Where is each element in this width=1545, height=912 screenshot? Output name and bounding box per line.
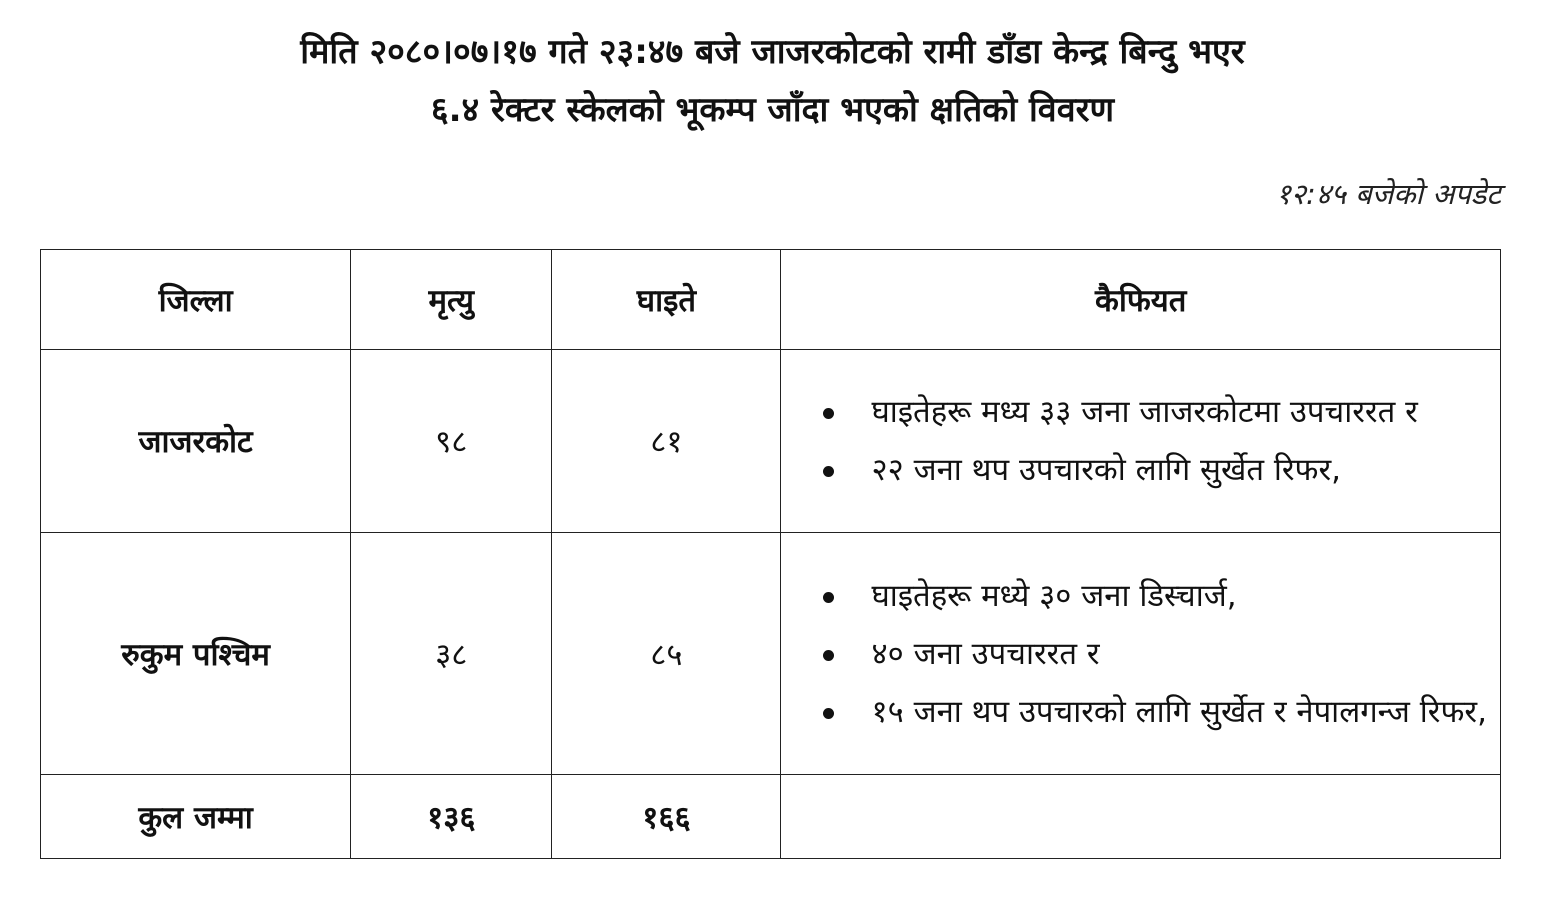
injured-cell: ८५ <box>552 533 781 775</box>
header-district: जिल्ला <box>41 250 351 350</box>
injured-cell: ८१ <box>552 350 781 533</box>
total-row <box>41 775 1501 859</box>
remarks-item: १५ जना थप उपचारको लागि सुर्खेत र नेपालगन्ज रिफर, <box>871 683 1500 741</box>
damage-report-table <box>40 249 1501 859</box>
total-remarks-cell <box>781 775 1501 859</box>
remarks-item: घाइतेहरू मध्य ३३ जना जाजरकोटमा उपचाररत र <box>871 383 1500 441</box>
remarks-item: ४० जना उपचाररत र <box>871 625 1500 683</box>
deaths-cell: ३८ <box>351 533 552 775</box>
update-time-note: १२:४५ बजेको अपडेट <box>1275 177 1501 211</box>
header-deaths: मृत्यु <box>351 250 552 350</box>
remarks-list <box>781 567 1500 741</box>
table-row <box>41 350 1501 533</box>
header-remarks: कैफियत <box>781 250 1501 350</box>
remarks-item: घाइतेहरू मध्ये ३० जना डिस्चार्ज, <box>871 567 1500 625</box>
header-injured: घाइते <box>552 250 781 350</box>
remarks-list <box>781 383 1500 499</box>
district-cell: जाजरकोट <box>41 350 351 533</box>
report-title-line-1: मिति २०८०।०७।१७ गते २३:४७ बजे जाजरकोटको रामी डाँडा केन्द्र बिन्दु भएर <box>300 32 1245 72</box>
total-label-cell: कुल जम्मा <box>41 775 351 859</box>
report-title-line-2: ६.४ रेक्टर स्केलको भूकम्प जाँदा भएको क्षतिको विवरण <box>430 90 1115 130</box>
remarks-cell <box>781 533 1501 775</box>
district-cell: रुकुम पश्चिम <box>41 533 351 775</box>
deaths-cell: ९८ <box>351 350 552 533</box>
table-row <box>41 533 1501 775</box>
total-deaths-cell: १३६ <box>351 775 552 859</box>
remarks-item: २२ जना थप उपचारको लागि सुर्खेत रिफर, <box>871 441 1500 499</box>
remarks-cell <box>781 350 1501 533</box>
total-injured-cell: १६६ <box>552 775 781 859</box>
table-header-row <box>41 250 1501 350</box>
